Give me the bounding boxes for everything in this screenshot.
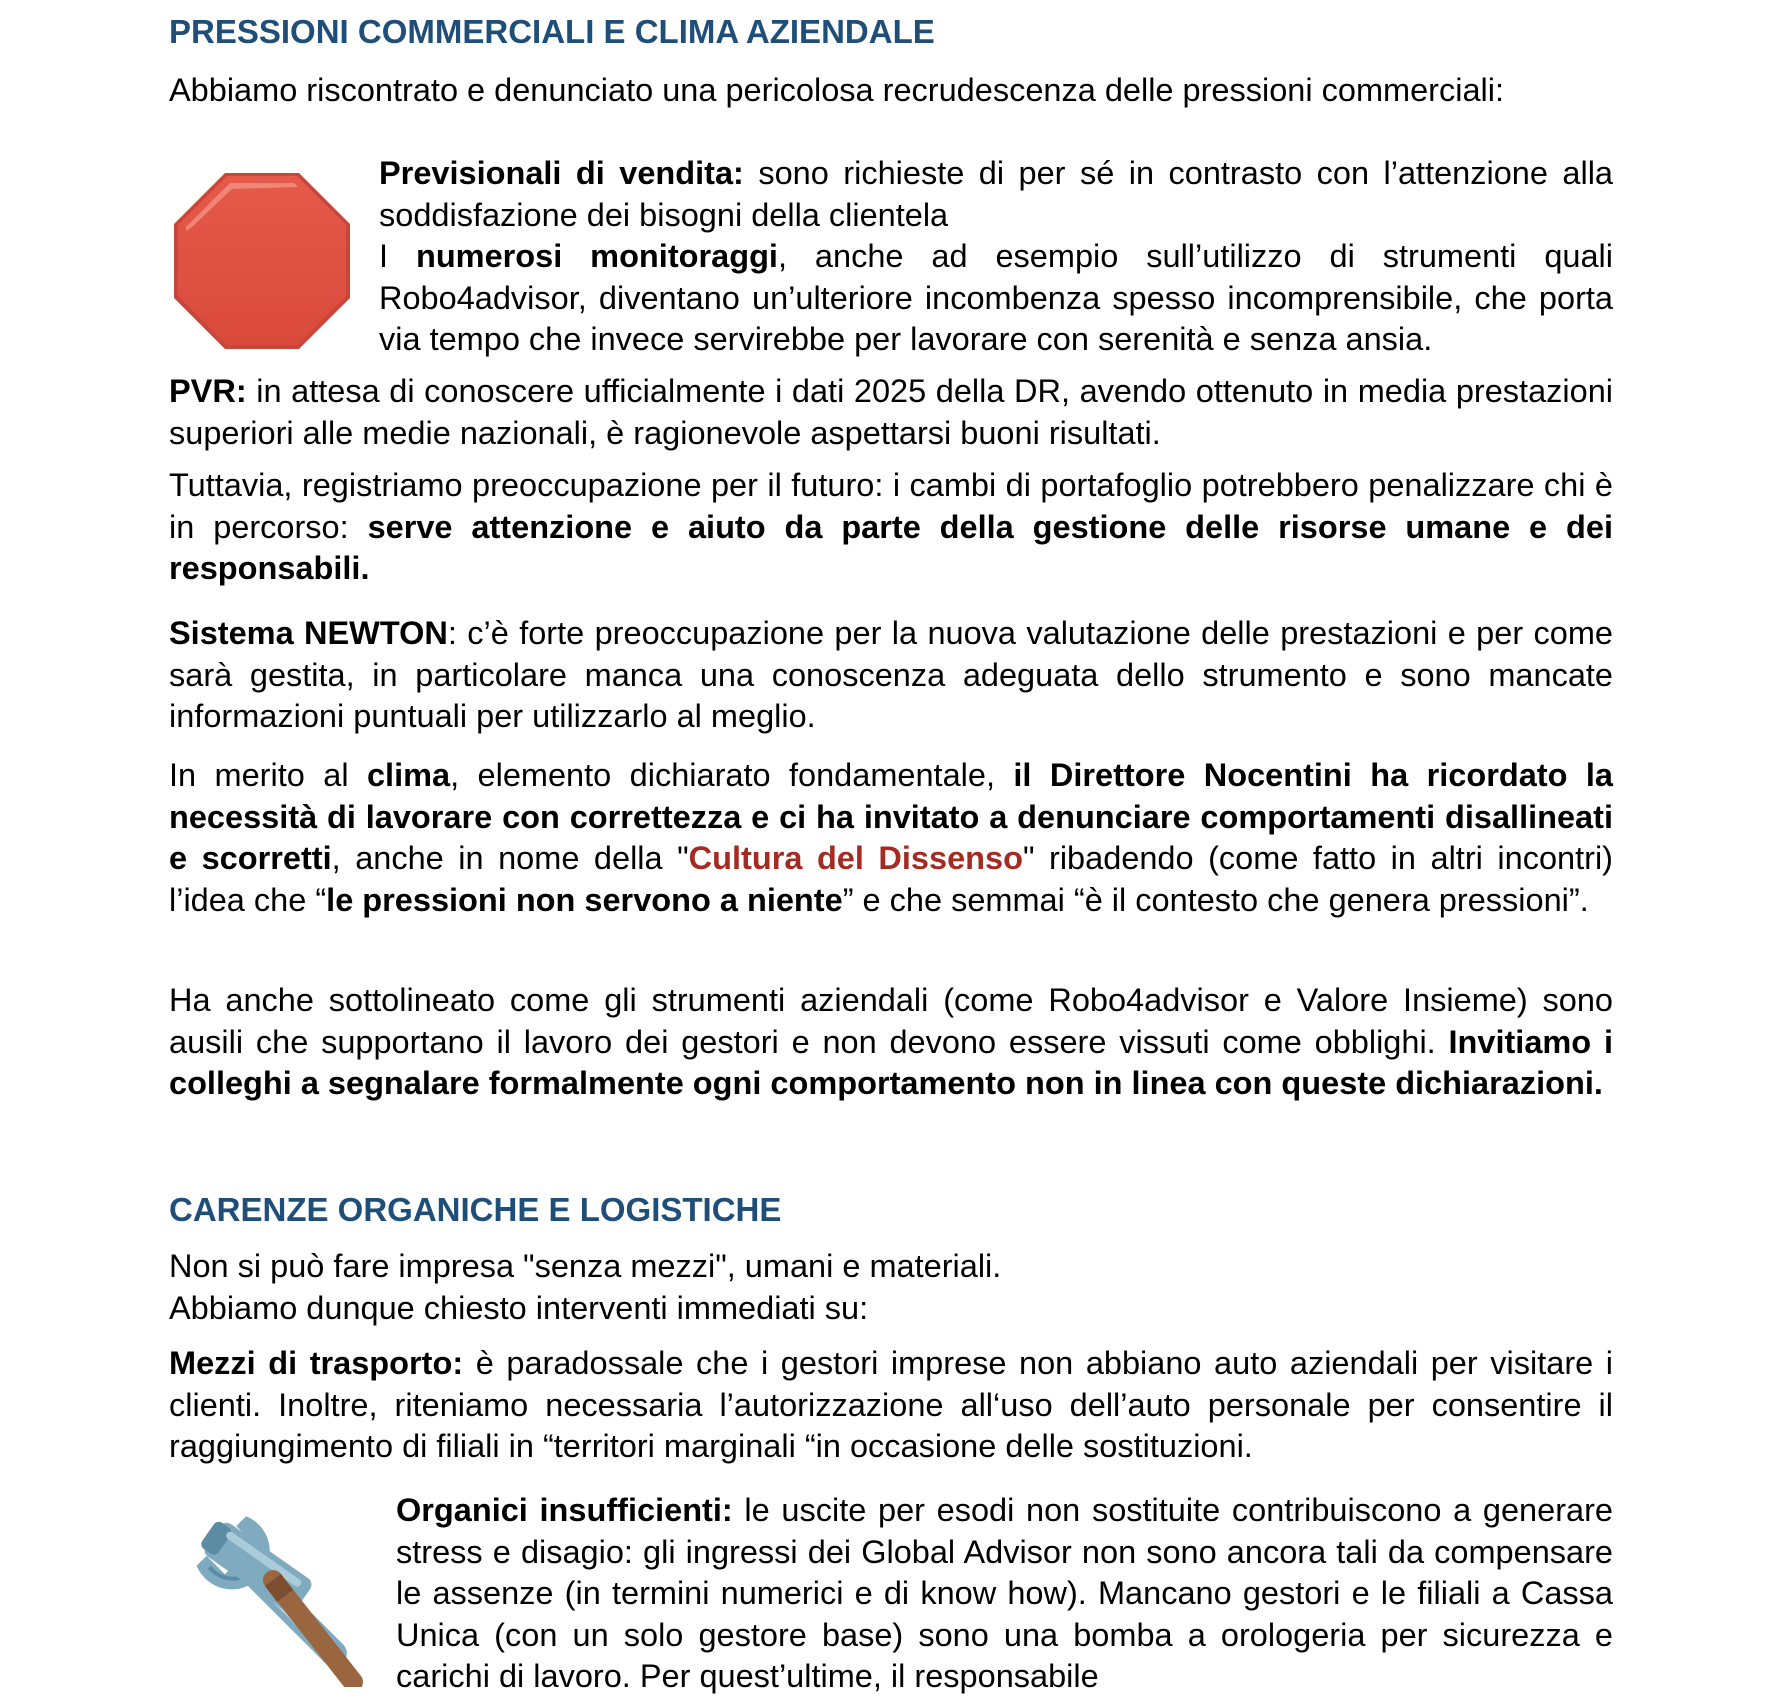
strumenti-text: Ha anche sottolineato come gli strumenti aziendali (come Robo4advisor e Valore Insieme) sono ausili che supportano il lavoro dei gestori e non devono essere vissuti come obblighi. xyxy=(169,982,1613,1060)
carenze-intro-line-1: Non si può fare impresa "senza mezzi", umani e materiali. xyxy=(169,1248,1002,1284)
tuttavia-text: Tuttavia, registriamo preoccupazione per il futuro: i cambi di portafoglio potrebbero penalizzare chi è in percorso: xyxy=(169,467,1613,545)
mezzi-paragraph xyxy=(169,1343,1613,1468)
hammer-and-wrench-icon xyxy=(181,1502,366,1687)
section-heading-carenze: CARENZE ORGANICHE E LOGISTICHE xyxy=(169,1191,782,1228)
monitoraggi-label: numerosi monitoraggi xyxy=(415,238,778,274)
clima-text-1: In merito al xyxy=(169,757,367,793)
carenze-intro-line-2: Abbiamo dunque chiesto interventi immediati su: xyxy=(169,1289,869,1326)
clima-text-4: " ribadendo (come fatto in altri incontri) l’idea che “ xyxy=(169,840,1613,918)
pvr-text: in attesa di conoscere ufficialmente i dati 2025 della DR, avendo ottenuto in media prestazioni superiori alle medie nazionali, è ragionevole aspettarsi buoni risultati. xyxy=(169,373,1613,451)
newton-paragraph xyxy=(169,613,1613,738)
clima-text-5: ” e che semmai “è il contesto che genera pressioni”. xyxy=(842,881,1589,918)
tuttavia-paragraph xyxy=(169,465,1613,590)
previsionali-text: sono richieste di per sé in contrasto con l’attenzione alla soddisfazione dei bisogni della clientela xyxy=(379,155,1613,233)
strumenti-bold: Invitiamo i colleghi a segnalare formalmente ogni comportamento non in linea con queste dichiarazioni. xyxy=(169,1023,1613,1101)
carenze-intro xyxy=(169,1246,1613,1329)
stop-block-text xyxy=(379,153,1613,361)
pvr-label: PVR: xyxy=(169,373,247,409)
monitoraggi-paragraph xyxy=(379,236,1613,361)
strumenti-paragraph xyxy=(169,980,1613,1105)
newton-text: : c’è forte preoccupazione per la nuova valutazione delle prestazioni e per come sarà gestita, in particolare manca una conoscenza adeguata dello strumento e sono mancate informazioni puntuali per utilizzarlo al meglio. xyxy=(169,615,1613,734)
intro-paragraph: Abbiamo riscontrato e denunciato una pericolosa recrudescenza delle pressioni commerciali: xyxy=(169,72,1505,108)
clima-bold-1: clima xyxy=(366,757,451,793)
organici-text-block xyxy=(396,1490,1613,1698)
organici-label: Organici insufficienti: xyxy=(396,1492,733,1528)
organici-paragraph xyxy=(396,1490,1613,1698)
clima-text-3: , anche in nome della " xyxy=(331,840,689,876)
monitoraggi-text: , anche ad esempio sull’utilizzo di strumenti quali Robo4advisor, diventano un’ulteriore incombenza spesso incomprensibile, che porta via tempo che invece servirebbe per lavorare con serenità e senza ansia. xyxy=(379,238,1614,357)
organici-text: le uscite per esodi non sostituite contribuiscono a generare stress e disagio: gli ingressi dei Global Advisor non sono ancora tali da compensare le assenze (in termini numerici e di know how). Mancano gestori e le filiali a Cassa Unica (con un solo gestore base) sono una bomba a orologeria per sicurezza e carichi di lavoro. Per quest’ultime, il responsabile xyxy=(396,1492,1614,1694)
mezzi-label: Mezzi di trasporto: xyxy=(169,1345,464,1381)
cultura-del-dissenso-highlight: Cultura del Dissenso xyxy=(688,840,1023,876)
stop-sign-icon xyxy=(172,171,352,351)
clima-bold-3: le pressioni non servono a niente xyxy=(326,881,843,918)
mezzi-text: è paradossale che i gestori imprese non abbiano auto aziendali per visitare i clienti. Inoltre, riteniamo necessaria l’autorizzazione all‘uso dell’auto personale per consentire il raggiungimento di filiali in “territori marginali “in occasione delle sostituzioni. xyxy=(169,1345,1614,1464)
previsionali-label: Previsionali di vendita: xyxy=(379,155,744,191)
clima-text-2: , elemento dichiarato fondamentale, xyxy=(450,757,1014,793)
clima-paragraph xyxy=(169,755,1613,921)
pvr-paragraph xyxy=(169,371,1613,454)
newton-label: Sistema NEWTON xyxy=(169,615,448,651)
monitoraggi-prefix: I xyxy=(379,238,416,274)
section-heading-pressioni: PRESSIONI COMMERCIALI E CLIMA AZIENDALE xyxy=(169,13,935,50)
previsionali-paragraph xyxy=(379,153,1613,236)
clima-bold-2: il Direttore Nocentini ha ricordato la necessità di lavorare con correttezza e ci ha invitato a denunciare comportamenti disallineati e scorretti xyxy=(169,757,1613,876)
tuttavia-bold: serve attenzione e aiuto da parte della gestione delle risorse umane e dei responsabili. xyxy=(169,508,1613,586)
